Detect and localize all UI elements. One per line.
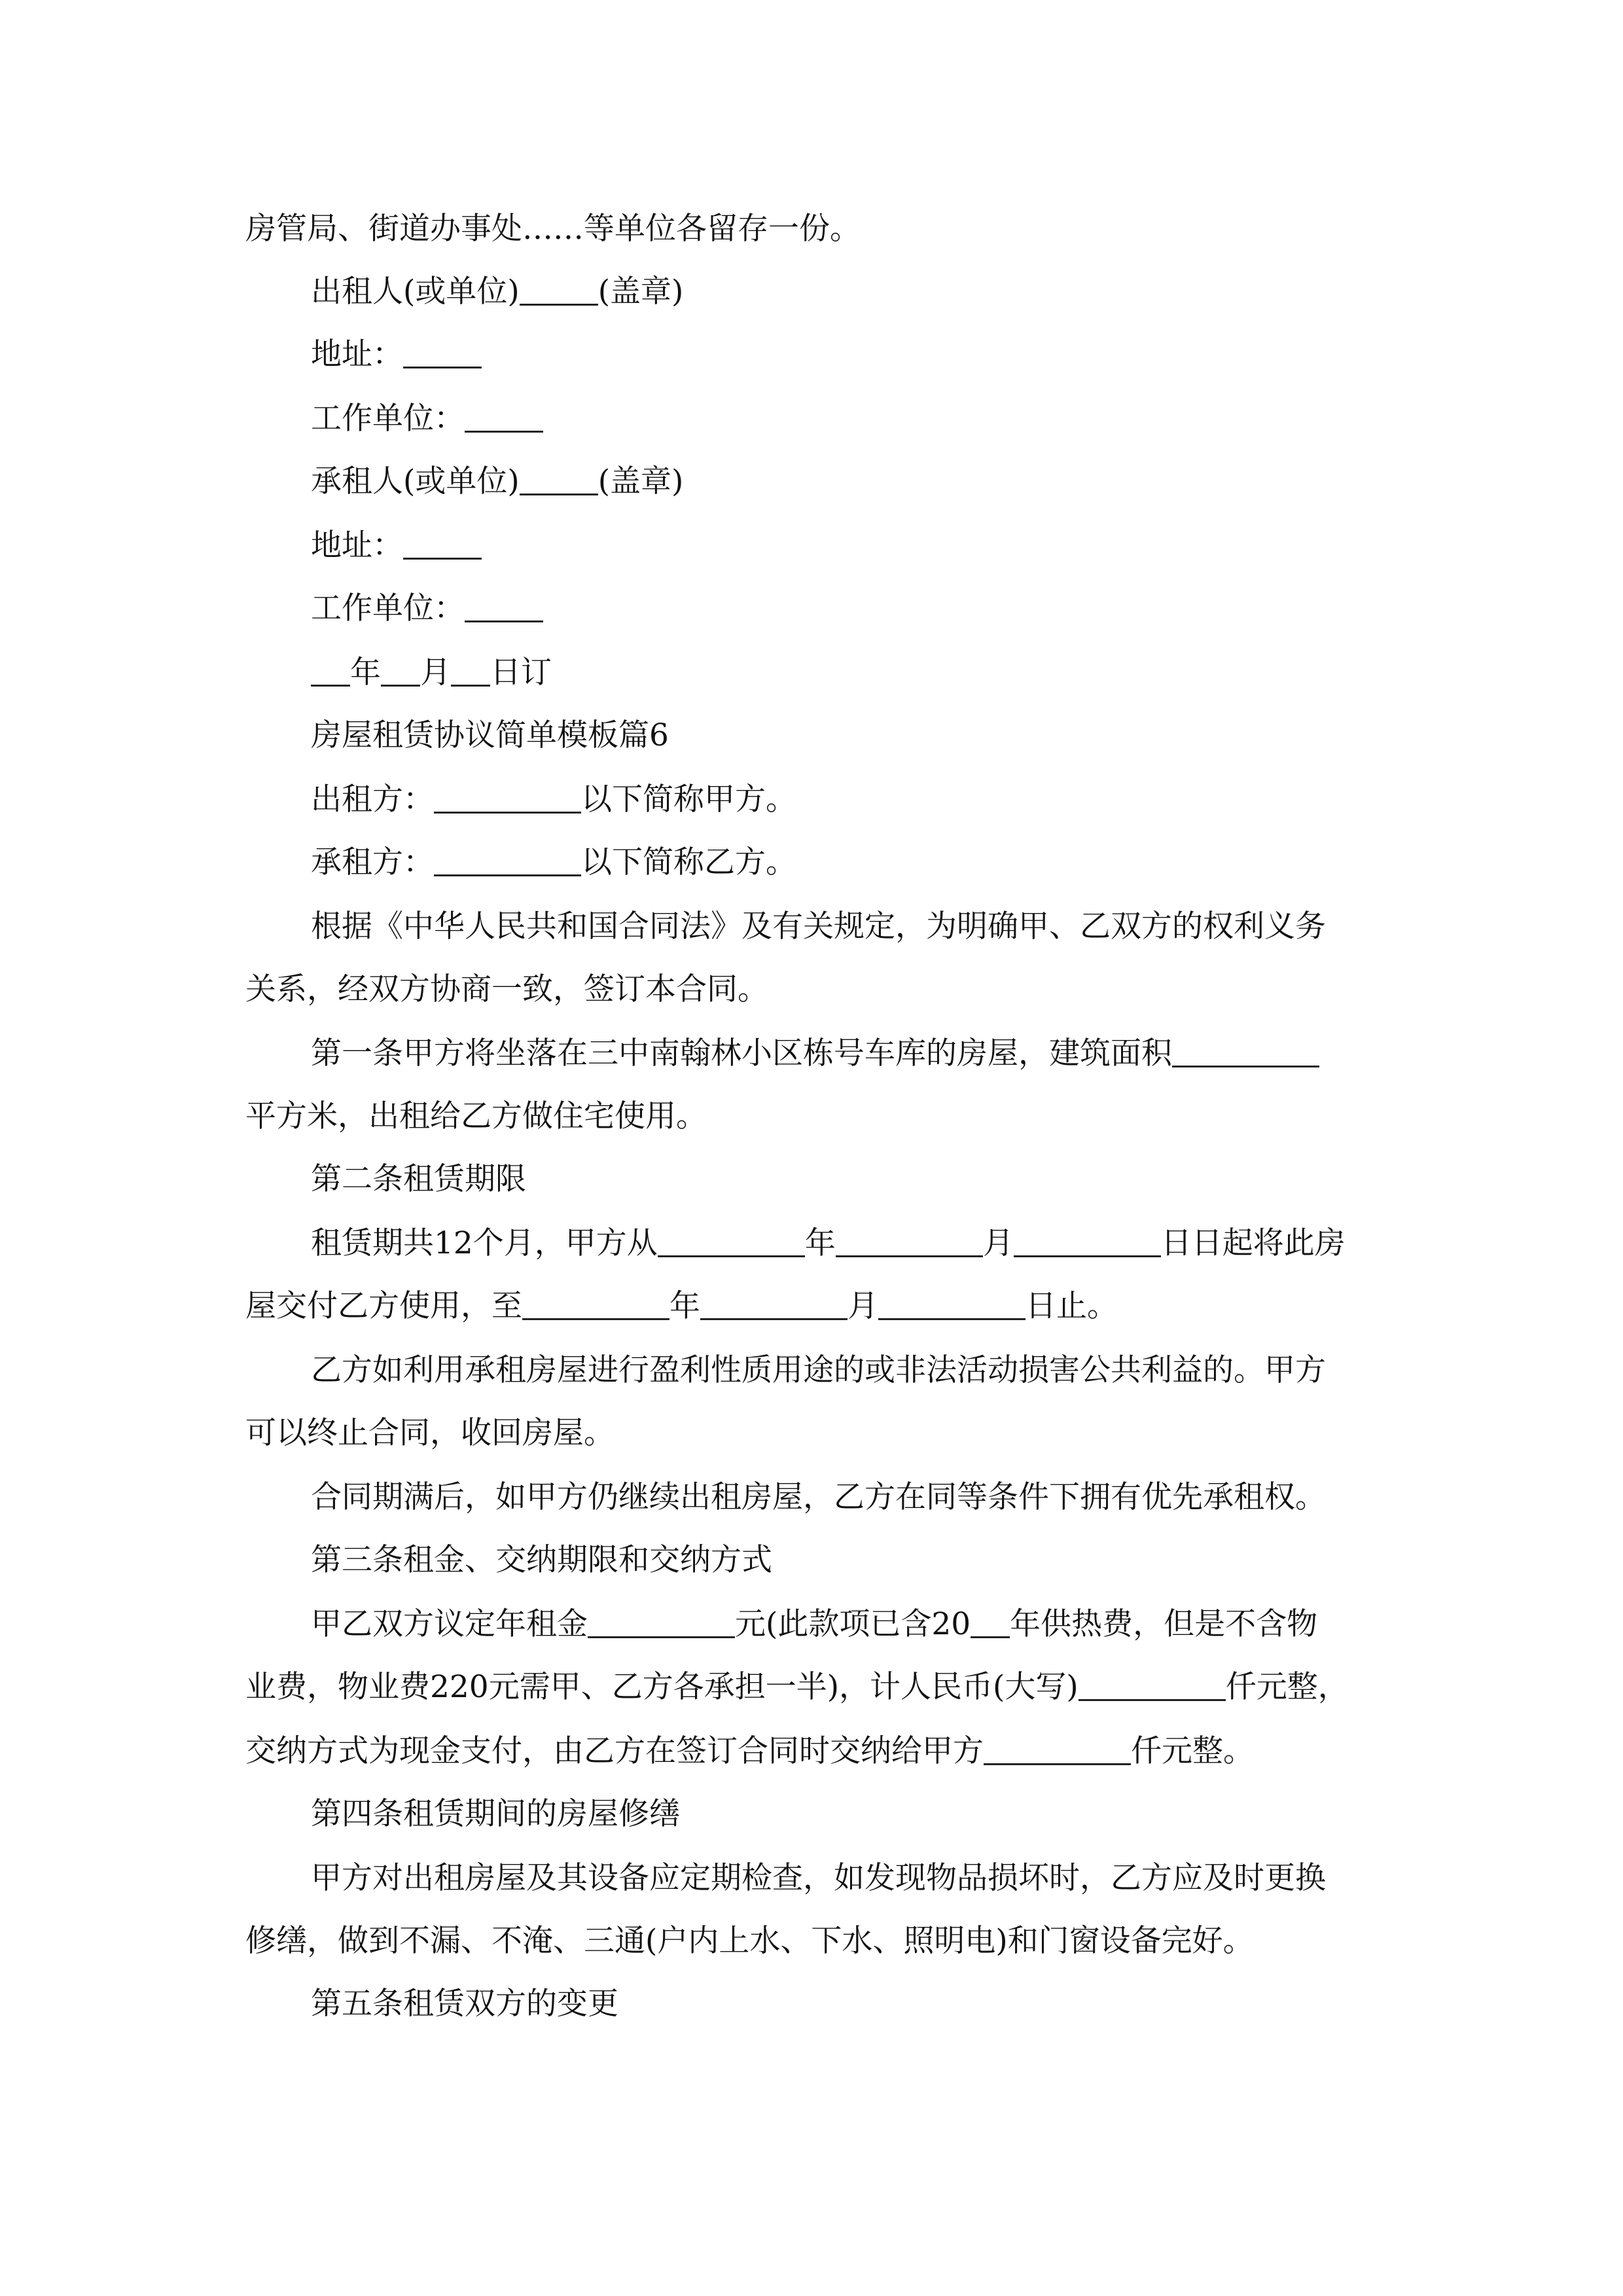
paragraph-continuation: 房管局、街道办事处……等单位各留存一份。 [245,211,861,247]
article-1-line-2: 平方米，出租给乙方做住宅使用。 [245,1098,707,1134]
lessor-address-line: 地址： [311,335,482,374]
blank-field [311,656,350,687]
article-5-title: 第五条租赁双方的变更 [311,1986,618,2022]
blank-field [520,275,598,306]
article-3-line-3: 交纳方式为现金支付，由乙方在签订合同时交纳给甲方 仟元整。 [245,1733,1254,1769]
blank-field [403,529,482,560]
article-3-title: 第三条租金、交纳期限和交纳方式 [311,1542,772,1578]
article-1-line-1: 第一条甲方将坐落在三中南翰林小区栋号车库的房屋，建筑面积 [311,1034,1319,1073]
intro-paragraph-line-1: 根据《中华人民共和国合同法》及有关规定，为明确甲、乙双方的权利义务 [311,908,1326,944]
article-3-line-1: 甲乙双方议定年租金 元(此款项已含20 年供热费，但是不含物 [311,1606,1318,1642]
date-line: 年 月 日订 [311,653,552,692]
blank-field [434,846,581,876]
party-b-line: 承租方： 以下简称乙方。 [311,844,796,880]
blank-field [971,1607,1010,1638]
article-2-para-2-line-1: 乙方如利用承租房屋进行盈利性质用途的或非法活动损害公共利益的。甲方 [311,1352,1326,1388]
article-4-title: 第四条租赁期间的房屋修缮 [311,1796,680,1832]
lessee-signature-line: 承租人(或单位) (盖章) [311,463,684,499]
blank-field [836,1227,983,1257]
blank-field [403,338,482,368]
lessor-work-unit-line: 工作单位： [311,399,543,439]
blank-field [381,656,420,687]
article-4-line-2: 修缮，做到不漏、不淹、三通(户内上水、下水、照明电)和门窗设备完好。 [245,1923,1254,1959]
article-2-para-3: 合同期满后，如甲方仍继续出租房屋，乙方在同等条件下拥有优先承租权。 [311,1479,1326,1515]
article-2-line-2: 屋交付乙方使用，至 年 月 日止。 [245,1288,1118,1324]
article-2-line-1: 租赁期共12个月，甲方从 年 月 日日起将此房 [311,1225,1346,1261]
blank-field [520,465,598,495]
blank-field [451,656,490,687]
section-heading: 房屋租赁协议简单模板篇6 [311,717,669,753]
lessee-address-line: 地址： [311,526,482,565]
blank-field [465,402,543,433]
blank-field [658,1227,805,1257]
blank-field [588,1607,735,1638]
party-a-line: 出租方： 以下简称甲方。 [311,781,796,817]
blank-field [984,1734,1131,1765]
blank-field [434,783,581,814]
lessor-signature-line: 出租人(或单位) (盖章) [311,274,684,310]
article-2-para-2-line-2: 可以终止合同，收回房屋。 [245,1415,615,1451]
article-3-line-2: 业费，物业费220元需甲、乙方各承担一半)，计人民币(大写) 仟元整， [245,1669,1349,1705]
lessee-work-unit-line: 工作单位： [311,589,543,628]
blank-field [522,1289,669,1320]
blank-field [700,1289,847,1320]
blank-field [465,592,543,622]
blank-field [1172,1037,1319,1067]
blank-field [878,1289,1026,1320]
article-2-title: 第二条租赁期限 [311,1161,526,1197]
intro-paragraph-line-2: 关系，经双方协商一致，签订本合同。 [245,971,768,1007]
blank-field [1079,1670,1226,1701]
article-4-line-1: 甲方对出租房屋及其设备应定期检查，如发现物品损坏时，乙方应及时更换 [311,1860,1326,1896]
blank-field [1014,1227,1161,1257]
